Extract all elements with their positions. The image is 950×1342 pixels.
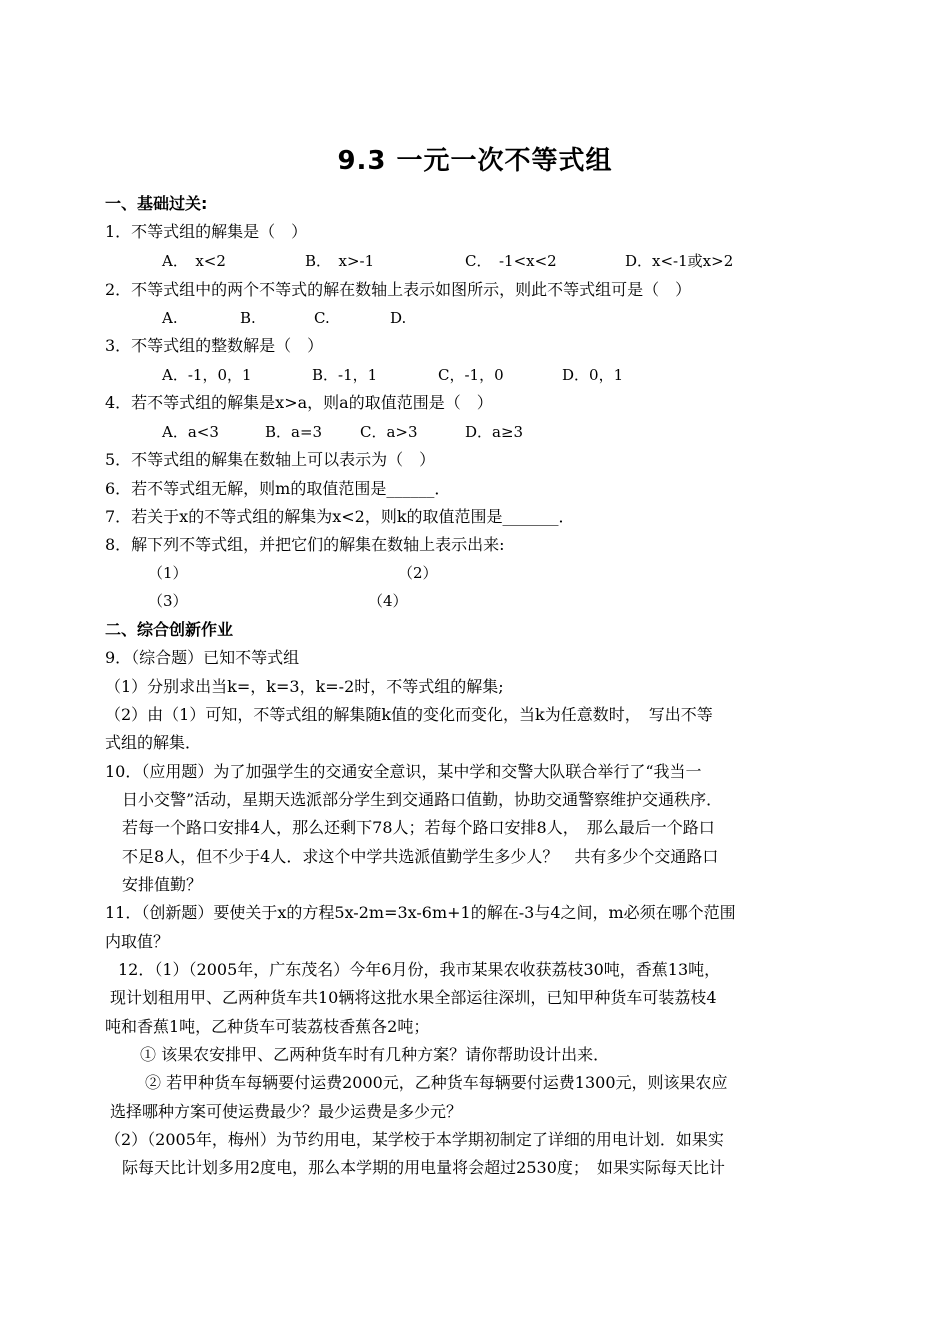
question-2: 2．不等式组中的两个不等式的解在数轴上表示如图所示，则此不等式组可是（ ） (105, 280, 692, 299)
q1-option-c: C． -1<x<2 (465, 252, 557, 270)
question-9-part-2: （2）由（1）可知，不等式组的解集随k值的变化而变化，当k为任意数时， 写出不等 (105, 705, 713, 724)
q3-option-a: A．-1，0，1 (162, 366, 252, 384)
question-12-part-2-line-2: 际每天比计划多用2度电，那么本学期的用电量将会超过2530度； 如果实际每天比计 (122, 1158, 725, 1177)
q8-part-4: （4） (368, 592, 408, 610)
question-10-line-2: 日小交警”活动，星期天选派部分学生到交通路口值勤，协助交通警察维护交通秩序． (122, 790, 723, 809)
question-9-part-2-cont: 式组的解集． (105, 733, 202, 752)
question-12-line-2: 现计划租用甲、乙两种货车共10辆将这批水果全部运往深圳，已知甲种货车可装荔枝4 (110, 988, 717, 1007)
page-title: 9.3 一元一次不等式组 (337, 146, 613, 176)
q8-part-3: （3） (148, 592, 188, 610)
q1-option-d: D．x<-1或x>2 (625, 252, 734, 270)
question-7: 7．若关于x的不等式组的解集为x<2，则k的取值范围是_______． (105, 507, 575, 526)
question-3: 3．不等式组的整数解是（ ） (105, 336, 324, 355)
q4-option-d: D．a≥3 (465, 423, 524, 441)
question-5: 5．不等式组的解集在数轴上可以表示为（ ） (105, 450, 436, 469)
question-8: 8．解下列不等式组，并把它们的解集在数轴上表示出来: (105, 535, 505, 554)
question-9-part-1: （1）分别求出当k=，k=3，k=-2时，不等式组的解集; (105, 677, 504, 696)
q4-option-b: B．a=3 (265, 423, 323, 441)
question-10-line-4: 不足8人，但不少于4人．求这个中学共选派值勤学生多少人？ 共有多少个交通路口 (122, 847, 719, 866)
q1-option-a: A． x<2 (162, 252, 226, 270)
question-6: 6．若不等式组无解，则m的取值范围是______． (105, 479, 451, 498)
question-12-sub-1: ① 该果农安排甲、乙两种货车时有几种方案？请你帮助设计出来． (140, 1045, 610, 1064)
question-11-line-1: 11．（创新题）要使关于x的方程5x-2m=3x-6m+1的解在-3与4之间，m必须在哪个范围 (105, 903, 736, 922)
question-12-part-2-line-1: （2）（2005年，梅州）为节约用电，某学校于本学期初制定了详细的用电计划．如果实 (105, 1130, 724, 1149)
q1-option-b: B． x>-1 (305, 252, 375, 270)
q3-option-c: C，-1，0 (438, 366, 504, 384)
q2-option-c: C. (314, 309, 330, 327)
question-10-line-3: 若每一个路口安排4人，那么还剩下78人；若每个路口安排8人， 那么最后一个路口 (122, 818, 715, 837)
question-9: 9．（综合题）已知不等式组 (105, 648, 300, 667)
question-12-line-3: 吨和香蕉1吨，乙种货车可装荔枝香蕉各2吨； (105, 1017, 430, 1036)
section-heading-comprehensive: 二、综合创新作业 (105, 620, 234, 639)
question-1: 1．不等式组的解集是（ ） (105, 222, 308, 241)
q3-option-b: B．-1，1 (312, 366, 378, 384)
q8-part-2: （2） (398, 564, 438, 582)
q4-option-a: A．a<3 (162, 423, 219, 441)
q2-option-d: D. (390, 309, 407, 327)
question-11-line-2: 内取值？ (105, 932, 170, 951)
q8-part-1: （1） (148, 564, 188, 582)
q2-option-b: B. (240, 309, 256, 327)
q3-option-d: D．0，1 (562, 366, 624, 384)
question-10-line-5: 安排值勤？ (122, 875, 203, 894)
question-12-sub-2-cont: 选择哪种方案可使运费最少？最少运费是多少元？ (110, 1102, 463, 1121)
question-10-line-1: 10．（应用题）为了加强学生的交通安全意识，某中学和交警大队联合举行了“我当一 (105, 762, 702, 781)
question-12-sub-2: ② 若甲种货车每辆要付运费2000元，乙种货车每辆要付运费1300元，则该果农应 (145, 1073, 728, 1092)
question-12-line-1: 12．（1）（2005年，广东茂名）今年6月份，我市某果农收获荔枝30吨，香蕉13吨， (118, 960, 721, 979)
q4-option-c: C．a>3 (360, 423, 418, 441)
question-4: 4．若不等式组的解集是x>a，则a的取值范围是（ ） (105, 393, 493, 412)
q2-option-a: A. (162, 309, 178, 327)
section-heading-basic: 一、基础过关: (105, 194, 208, 213)
